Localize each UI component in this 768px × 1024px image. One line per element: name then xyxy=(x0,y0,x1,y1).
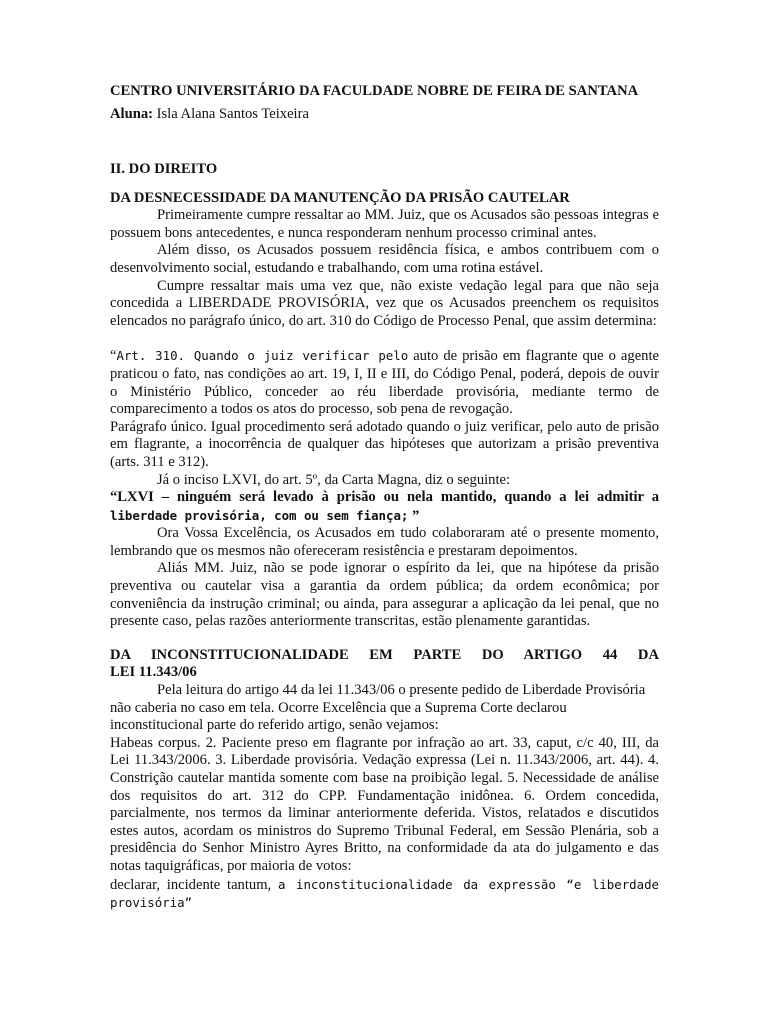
quote-open-mark: “ xyxy=(110,348,117,365)
section-title: II. DO DIREITO xyxy=(110,160,218,177)
part2-paragraph-1: Pela leitura do artigo 44 da lei 11.343/06 o presente pedido de Liberdade Provisória não caberia no caso em tela. Ocorre Excelência que a Suprema Corte declarou inconstitucional parte do referido artigo, senão vejamos: xyxy=(110,682,646,734)
student-line xyxy=(110,106,659,124)
art310-quote xyxy=(110,347,659,418)
lxvi-quote xyxy=(110,489,659,525)
art310-quote-start: Art. 310. Quando o juiz verificar pelo xyxy=(116,348,409,364)
lxvi-quote-end: ” xyxy=(408,507,420,524)
lxvi-quote-bold: “LXVI – ninguém será levado à prisão ou nela mantido, quando a lei admitir a xyxy=(110,489,659,506)
art310-paragraph-unico: Parágrafo único. Igual procedimento será adotado quando o juiz verificar, pelo auto de prisão em flagrante, a inocorrência de qualquer das hipóteses que autorizam a prisão preventiva (arts. 311 e 312). xyxy=(110,418,659,470)
habeas-corpus-last-line xyxy=(110,876,659,913)
part1-paragraph-5: Ora Vossa Excelência, os Acusados em tudo colaboraram até o presente momento, lembrando que os mesmos não ofereceram resistência e prestaram depoimentos. xyxy=(110,525,659,559)
part2-title-line-2: LEI 11.343/06 xyxy=(110,664,197,681)
part1-paragraph-6: Aliás MM. Juiz, não se pode ignorar o espírito da lei, que na hipótese da prisão preventiva ou cautelar visa a garantia da ordem pública; da ordem econômica; por conveniência da instrução criminal; ou ainda, para assegurar a aplicação da lei penal, que no presente caso, pelas razões anteriormente transcritas, estão plenamente garantidas. xyxy=(110,560,659,630)
last-line-plain: declarar, incidente tantum, xyxy=(110,876,278,893)
art310-quote-body: auto de prisão em flagrante que o agente praticou o fato, nas condições ao art. 19, I, II e III, do Código Penal, poderá, depois de ouvir o Ministério Público, conceder ao réu liberdade provisória, mediante termo de comparecimento a todos os atos do processo, sob pena de revogação. xyxy=(110,348,659,418)
part1-paragraph-1: Primeiramente cumpre ressaltar ao MM. Juiz, que os Acusados são pessoas integras e possuem bons antecedentes, e nunca responderam nenhum processo criminal antes. xyxy=(110,207,659,241)
part1-paragraph-3: Cumpre ressaltar mais uma vez que, não existe vedação legal para que não seja concedida a LIBERDADE PROVISÓRIA, vez que os Acusados preenchem os requisitos elencados no parágrafo único, do art. 310 do Código de Processo Penal, que assim determina: xyxy=(110,277,659,329)
part1-title: DA DESNECESSIDADE DA MANUTENÇÃO DA PRISÃO CAUTELAR xyxy=(110,190,570,207)
institution-title: CENTRO UNIVERSITÁRIO DA FACULDADE NOBRE DE FEIRA DE SANTANA xyxy=(110,83,639,99)
student-name: Isla Alana Santos Teixeira xyxy=(156,106,309,122)
last-line-mono: a inconstitucionalidade da expressão “e liberdade provisória” xyxy=(110,876,659,911)
part2-title-line-1: DA INCONSTITUCIONALIDADE EM PARTE DO ARTIGO 44 DA xyxy=(110,646,659,663)
habeas-corpus-excerpt: Habeas corpus. 2. Paciente preso em flagrante por infração ao art. 33, caput, c/c 40, III, da Lei 11.343/2006. 3. Liberdade provisória. Vedação expressa (Lei n. 11.343/2006, art. 44). 4. Constrição cautelar mantida somente com base na proibição legal. 5. Necessidade de análise dos requisitos do art. 312 do CPP. Fundamentação inidônea. 6. Ordem concedida, parcialmente, nos termos da liminar anteriormente deferida. Vistos, relatados e discutidos estes autos, acordam os ministros do Supremo Tribunal Federal, em Sessão Plenária, sob a presidência do Senhor Ministro Ayres Britto, na conformidade da ata do julgamento e das notas taquigráficas, por maioria de votos: xyxy=(110,734,659,874)
part1-paragraph-2: Além disso, os Acusados possuem residência física, e ambos contribuem com o desenvolvimento social, estudando e trabalhando, com uma rotina estável. xyxy=(110,242,659,276)
document-page xyxy=(110,82,659,913)
student-label: Aluna: xyxy=(110,106,153,122)
part1-paragraph-4: Já o inciso LXVI, do art. 5º, da Carta Magna, diz o seguinte: xyxy=(157,471,511,488)
lxvi-quote-mono: liberdade provisória, com ou sem fiança; xyxy=(110,507,409,523)
